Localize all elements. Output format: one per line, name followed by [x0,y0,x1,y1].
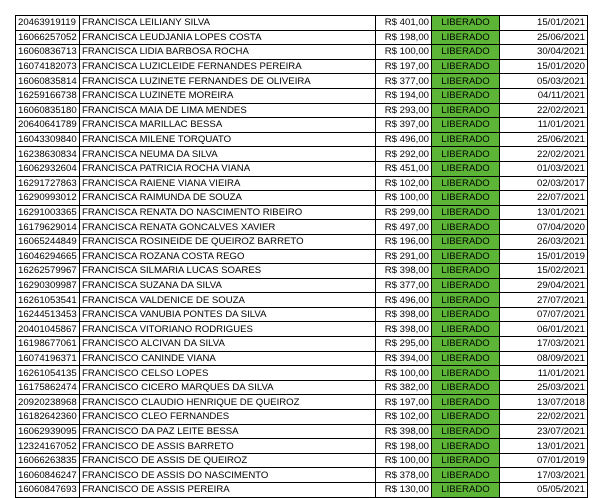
value-cell: R$ 497,00 [376,220,432,235]
date-cell: 30/04/2021 [500,45,588,60]
table-row [16,118,588,133]
table-row [16,424,588,439]
name-cell: FRANCISCA ROZANA COSTA REGO [80,249,376,264]
name-cell: FRANCISCO CLAUDIO HENRIQUE DE QUEIROZ [80,395,376,410]
date-cell: 23/07/2021 [500,424,588,439]
beneficiary-table [15,15,588,498]
value-cell: R$ 295,00 [376,337,432,352]
id-cell: 16175862474 [16,380,80,395]
status-badge: LIBERADO [432,59,500,74]
date-cell: 13/07/2018 [500,395,588,410]
value-cell: R$ 401,00 [376,16,432,31]
id-cell: 16074196371 [16,351,80,366]
value-cell: R$ 292,00 [376,147,432,162]
id-cell: 16238630834 [16,147,80,162]
table-row [16,264,588,279]
date-cell: 15/01/2021 [500,16,588,31]
id-cell: 16046294665 [16,249,80,264]
value-cell: R$ 196,00 [376,234,432,249]
date-cell: 13/01/2021 [500,205,588,220]
status-badge: LIBERADO [432,234,500,249]
date-cell: 07/07/2021 [500,307,588,322]
table-row [16,380,588,395]
value-cell: R$ 291,00 [376,249,432,264]
id-cell: 16066257052 [16,30,80,45]
name-cell: FRANCISCA LEUDJANIA LOPES COSTA [80,30,376,45]
status-badge: LIBERADO [432,74,500,89]
status-badge: LIBERADO [432,103,500,118]
status-badge: LIBERADO [432,45,500,60]
value-cell: R$ 194,00 [376,88,432,103]
name-cell: FRANCISCO DE ASSIS DE QUEIROZ [80,453,376,468]
status-badge: LIBERADO [432,147,500,162]
name-cell: FRANCISCO DE ASSIS DO NASCIMENTO [80,468,376,483]
status-badge: LIBERADO [432,161,500,176]
id-cell: 16290309987 [16,278,80,293]
value-cell: R$ 398,00 [376,307,432,322]
value-cell: R$ 198,00 [376,30,432,45]
id-cell: 16259166738 [16,88,80,103]
id-cell: 20463919119 [16,16,80,31]
name-cell: FRANCISCO DA PAZ LEITE BESSA [80,424,376,439]
id-cell: 16291003365 [16,205,80,220]
status-badge: LIBERADO [432,264,500,279]
status-badge: LIBERADO [432,366,500,381]
id-cell: 16290993012 [16,191,80,206]
id-cell: 16060846247 [16,468,80,483]
name-cell: FRANCISCA VANUBIA PONTES DA SILVA [80,307,376,322]
table-row [16,234,588,249]
status-badge: LIBERADO [432,453,500,468]
name-cell: FRANCISCO CANINDE VIANA [80,351,376,366]
table-row [16,16,588,31]
id-cell: 16074182073 [16,59,80,74]
name-cell: FRANCISCA LUZINETE MOREIRA [80,88,376,103]
id-cell: 16291727863 [16,176,80,191]
id-cell: 16043309840 [16,132,80,147]
value-cell: R$ 397,00 [376,118,432,133]
table-row [16,483,588,498]
id-cell: 16062932604 [16,161,80,176]
date-cell: 04/11/2021 [500,88,588,103]
value-cell: R$ 382,00 [376,380,432,395]
table-row [16,205,588,220]
date-cell: 26/03/2021 [500,234,588,249]
value-cell: R$ 102,00 [376,176,432,191]
date-cell: 13/01/2021 [500,439,588,454]
date-cell: 02/03/2017 [500,176,588,191]
id-cell: 16060847693 [16,483,80,498]
id-cell: 20920238968 [16,395,80,410]
id-cell: 16060836713 [16,45,80,60]
name-cell: FRANCISCA RAIENE VIANA VIEIRA [80,176,376,191]
value-cell: R$ 130,00 [376,483,432,498]
value-cell: R$ 197,00 [376,395,432,410]
status-badge: LIBERADO [432,132,500,147]
table-row [16,322,588,337]
table-row [16,249,588,264]
id-cell: 16062939095 [16,424,80,439]
table-row [16,191,588,206]
date-cell: 22/02/2021 [500,147,588,162]
status-badge: LIBERADO [432,424,500,439]
value-cell: R$ 398,00 [376,264,432,279]
table-row [16,132,588,147]
date-cell: 25/06/2021 [500,132,588,147]
id-cell: 16244513453 [16,307,80,322]
value-cell: R$ 299,00 [376,205,432,220]
date-cell: 15/01/2019 [500,249,588,264]
id-cell: 16261053541 [16,293,80,308]
id-cell: 16060835180 [16,103,80,118]
name-cell: FRANCISCA LIDIA BARBOSA ROCHA [80,45,376,60]
status-badge: LIBERADO [432,468,500,483]
table-row [16,59,588,74]
value-cell: R$ 378,00 [376,468,432,483]
id-cell: 20640641789 [16,118,80,133]
value-cell: R$ 394,00 [376,351,432,366]
table-row [16,337,588,352]
table-row [16,176,588,191]
name-cell: FRANCISCO CELSO LOPES [80,366,376,381]
status-badge: LIBERADO [432,293,500,308]
value-cell: R$ 496,00 [376,293,432,308]
date-cell: 15/01/2020 [500,59,588,74]
status-badge: LIBERADO [432,30,500,45]
status-badge: LIBERADO [432,307,500,322]
table-row [16,88,588,103]
id-cell: 16262579967 [16,264,80,279]
id-cell: 16198677061 [16,337,80,352]
value-cell: R$ 293,00 [376,103,432,118]
id-cell: 16182642360 [16,410,80,425]
table-body [16,16,588,498]
name-cell: FRANCISCA MAIA DE LIMA MENDES [80,103,376,118]
status-badge: LIBERADO [432,439,500,454]
value-cell: R$ 197,00 [376,59,432,74]
table-row [16,74,588,89]
status-badge: LIBERADO [432,278,500,293]
date-cell: 22/02/2021 [500,410,588,425]
value-cell: R$ 100,00 [376,45,432,60]
name-cell: FRANCISCA RAIMUNDA DE SOUZA [80,191,376,206]
name-cell: FRANCISCA LEILIANY SILVA [80,16,376,31]
id-cell: 20401045867 [16,322,80,337]
name-cell: FRANCISCO DE ASSIS BARRETO [80,439,376,454]
status-badge: LIBERADO [432,118,500,133]
value-cell: R$ 398,00 [376,424,432,439]
status-badge: LIBERADO [432,380,500,395]
name-cell: FRANCISCA MARILLAC BESSA [80,118,376,133]
date-cell: 25/03/2021 [500,380,588,395]
value-cell: R$ 398,00 [376,322,432,337]
id-cell: 16261054135 [16,366,80,381]
value-cell: R$ 377,00 [376,278,432,293]
status-badge: LIBERADO [432,205,500,220]
table-row [16,453,588,468]
status-badge: LIBERADO [432,337,500,352]
status-badge: LIBERADO [432,220,500,235]
name-cell: FRANCISCA RENATA DO NASCIMENTO RIBEIRO [80,205,376,220]
date-cell: 08/09/2021 [500,351,588,366]
name-cell: FRANCISCA SUZANA DA SILVA [80,278,376,293]
table-row [16,30,588,45]
table-row [16,161,588,176]
status-badge: LIBERADO [432,88,500,103]
date-cell: 15/02/2021 [500,264,588,279]
name-cell: FRANCISCO ALCIVAN DA SILVA [80,337,376,352]
table-row [16,103,588,118]
table-row [16,410,588,425]
table-row [16,366,588,381]
date-cell: 11/01/2021 [500,366,588,381]
value-cell: R$ 198,00 [376,439,432,454]
status-badge: LIBERADO [432,351,500,366]
table-row [16,395,588,410]
value-cell: R$ 100,00 [376,191,432,206]
name-cell: FRANCISCO CICERO MARQUES DA SILVA [80,380,376,395]
name-cell: FRANCISCO DE ASSIS PEREIRA [80,483,376,498]
name-cell: FRANCISCO CLEO FERNANDES [80,410,376,425]
date-cell: 01/03/2021 [500,161,588,176]
name-cell: FRANCISCA SILMARIA LUCAS SOARES [80,264,376,279]
table-row [16,220,588,235]
table-row [16,278,588,293]
name-cell: FRANCISCA PATRICIA ROCHA VIANA [80,161,376,176]
table-row [16,439,588,454]
value-cell: R$ 100,00 [376,366,432,381]
status-badge: LIBERADO [432,249,500,264]
date-cell: 05/03/2021 [500,74,588,89]
value-cell: R$ 377,00 [376,74,432,89]
date-cell: 07/04/2020 [500,220,588,235]
date-cell: 27/07/2021 [500,293,588,308]
id-cell: 16060835814 [16,74,80,89]
name-cell: FRANCISCA LUZINETE FERNANDES DE OLIVEIRA [80,74,376,89]
name-cell: FRANCISCA MILENE TORQUATO [80,132,376,147]
status-badge: LIBERADO [432,410,500,425]
value-cell: R$ 451,00 [376,161,432,176]
date-cell: 06/01/2021 [500,322,588,337]
value-cell: R$ 102,00 [376,410,432,425]
status-badge: LIBERADO [432,483,500,498]
id-cell: 16179629014 [16,220,80,235]
date-cell: 05/05/2021 [500,483,588,498]
date-cell: 25/06/2021 [500,30,588,45]
table-row [16,351,588,366]
status-badge: LIBERADO [432,322,500,337]
date-cell: 17/03/2021 [500,337,588,352]
status-badge: LIBERADO [432,395,500,410]
id-cell: 16066263835 [16,453,80,468]
name-cell: FRANCISCA ROSINEIDE DE QUEIROZ BARRETO [80,234,376,249]
status-badge: LIBERADO [432,176,500,191]
id-cell: 12324167052 [16,439,80,454]
table-row [16,307,588,322]
table-row [16,147,588,162]
id-cell: 16065244849 [16,234,80,249]
table-row [16,45,588,60]
table-row [16,293,588,308]
date-cell: 11/01/2021 [500,118,588,133]
name-cell: FRANCISCA LUZICLEIDE FERNANDES PEREIRA [80,59,376,74]
table-row [16,468,588,483]
date-cell: 22/07/2021 [500,191,588,206]
name-cell: FRANCISCA VITORIANO RODRIGUES [80,322,376,337]
date-cell: 07/01/2019 [500,453,588,468]
name-cell: FRANCISCA VALDENICE DE SOUZA [80,293,376,308]
date-cell: 22/02/2021 [500,103,588,118]
status-badge: LIBERADO [432,191,500,206]
date-cell: 17/03/2021 [500,468,588,483]
date-cell: 29/04/2021 [500,278,588,293]
name-cell: FRANCISCA RENATA GONCALVES XAVIER [80,220,376,235]
name-cell: FRANCISCA NEUMA DA SILVA [80,147,376,162]
value-cell: R$ 496,00 [376,132,432,147]
status-badge: LIBERADO [432,16,500,31]
value-cell: R$ 100,00 [376,453,432,468]
